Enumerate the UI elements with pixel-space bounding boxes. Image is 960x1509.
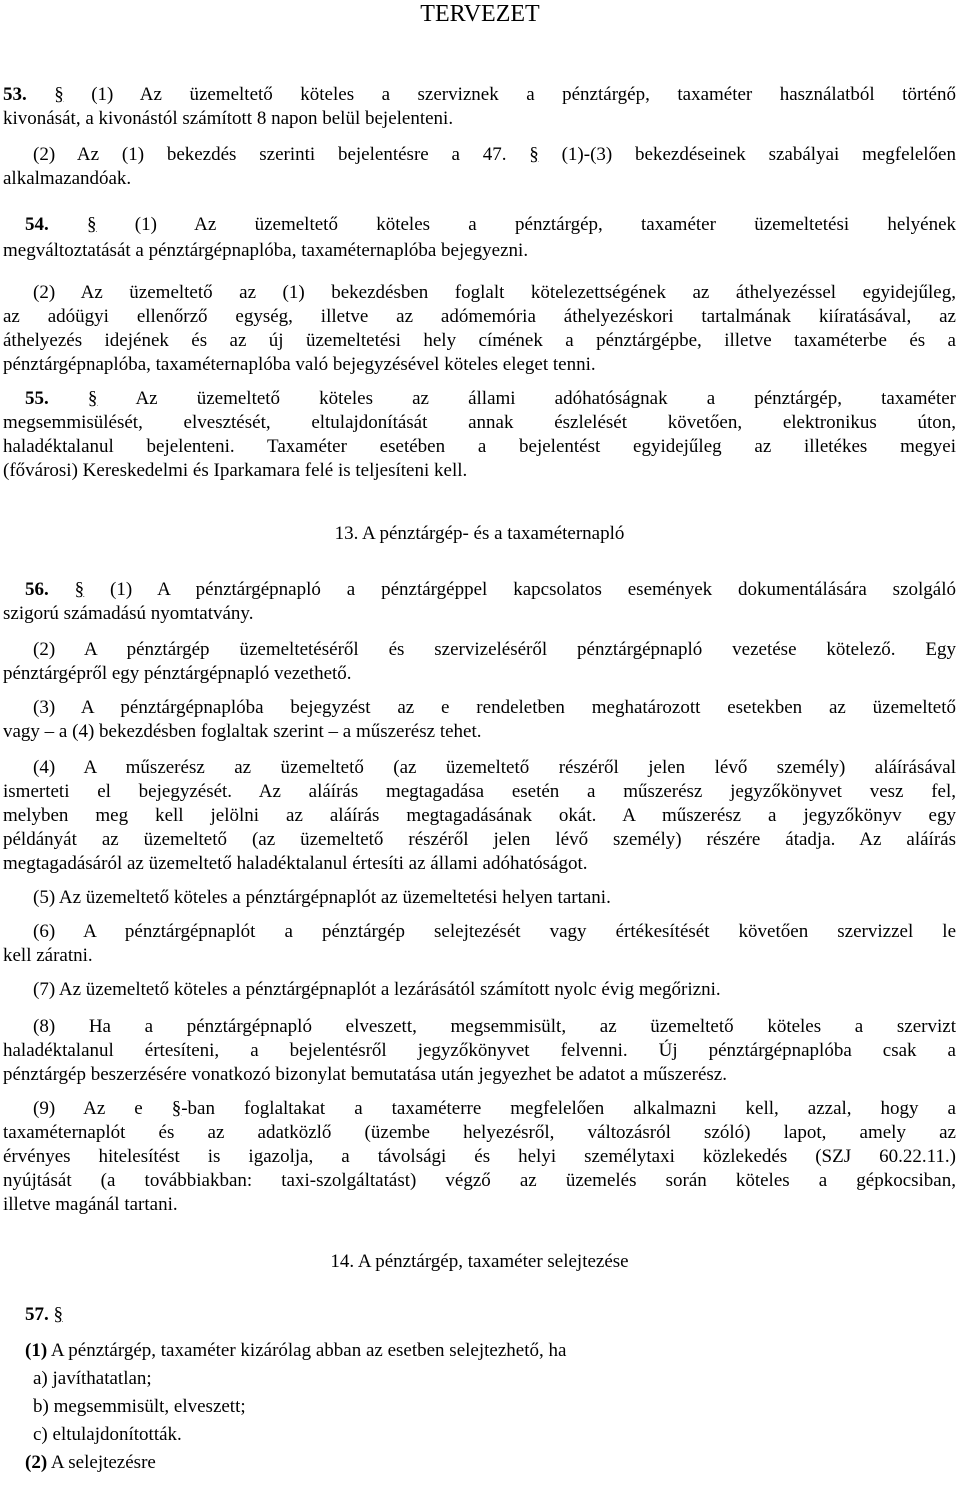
section-sign: § [87,214,97,235]
text-line [3,460,956,482]
text-line [3,412,956,434]
line-text: (3) A pénztárgépnaplóba bejegyzést az e rendeletben meghatározott esetekben az üzemeltető [33,697,956,718]
line-text [27,84,54,105]
text-line [3,1424,956,1446]
text-line [3,781,956,803]
line-text: (6) A pénztárgépnaplót a pénztárgép selejtezését vagy értékesítését követően szervizzel le [33,921,956,942]
line-text: szigorú számadású nyomtatvány. [3,603,254,624]
line-text: kivonását, a kivonástól számított 8 napon belül bejelenteni. [3,108,454,129]
text-line [3,979,956,1001]
document-title: TERVEZET [420,1,540,27]
text-line [3,168,956,190]
line-text: taxaméternaplót és az adatközlő (üzembe helyezésről, változásról szóló) lapot, amely az [3,1122,956,1143]
text-line [3,282,956,304]
line-text: ismerteti el bejegyzését. Az aláírás megtagadása esetén a műszerész jegyzőkönyvet vesz fel, [3,781,956,802]
paragraph-number: 56. [25,579,49,600]
line-text: példányát az üzemeltető (az üzemeltető részéről jelen lévő személy) részére átadja. Az aláírás [3,829,956,850]
text-line [3,1304,956,1326]
line-text: -ban foglaltakat a taxaméterre megfelelően alkalmazni kell, azzal, hogy a [181,1098,956,1119]
line-text: illetve magánál tartani. [3,1194,178,1215]
text-line [3,1064,956,1086]
line-text: az adóügyi ellenőrző egység, illetve az adómemória áthelyezéskori tartalmának kiíratásával, az [3,306,956,327]
text-line [3,354,956,376]
line-text: (5) Az üzemeltető köteles a pénztárgépnaplót az üzemeltetési helyen tartani. [33,887,611,908]
text-line [3,1040,956,1062]
paragraph-number: 53. [3,84,27,105]
section-sign: § [171,1098,182,1119]
line-text: (4) A műszerész az üzemeltető (az üzemeltető részéről jelen lévő személy) aláírásával [33,757,956,778]
paragraph-number: (1) [25,1340,48,1361]
line-text: pénztárgép beszerzésére vonatkozó bizonylat bemutatása után jegyezhet be adatot a műszerész. [3,1064,727,1085]
text-line [3,388,956,410]
line-text: 13. A pénztárgép- és a taxaméternapló [334,523,625,544]
line-text: A selejtezésre [47,1452,156,1473]
line-text: pénztárgépnaplóba, taxaméternaplóba való bejegyzésével köteles eleget tenni. [3,354,596,375]
line-text: haladéktalanul bejelenteni. Taxaméter esetében a bejelentést egyidejűleg az illetékes megyei [3,436,956,457]
text-line [3,240,956,262]
text-line [3,436,956,458]
section-sign: § [87,388,98,409]
text-line [3,579,956,601]
section-sign: § [54,84,64,105]
line-text: (1) A pénztárgépnapló a pénztárgéppel kapcsolatos események dokumentálására szolgáló [84,579,957,600]
line-text: melyben meg kell jelölni az aláírás megtagadásának okát. A műszerész a jegyzőkönyv egy [3,805,956,826]
line-text: A pénztárgép, taxaméter kizárólag abban az esetben selejtezhető, ha [47,1340,567,1361]
line-text: érvényes hitelesítést is igazolja, a távolsági és helyi személytaxi közlekedés (SZJ 60.22.11.) [3,1146,956,1167]
text-line [3,1098,956,1120]
text-line [3,639,956,661]
text-line [3,1146,956,1168]
line-text [49,388,88,409]
line-text: (9) Az e [33,1098,172,1119]
section-sign: § [53,1304,63,1325]
line-text: a) javíthatatlan; [33,1368,152,1389]
line-text: (2) Az (1) bekezdés szerinti bejelentésre a 47. [33,144,530,165]
text-line [3,853,956,875]
line-text: b) megsemmisült, elveszett; [33,1396,246,1417]
line-text: vagy – a (4) bekezdésben foglaltak szerint – a műszerész tehet. [3,721,482,742]
text-line [3,1340,956,1362]
text-line [3,144,956,166]
text-line [3,1194,956,1216]
line-text: (fővárosi) Kereskedelmi és Iparkamara felé is teljesíteni kell. [3,460,468,481]
text-line [3,84,956,106]
paragraph-number: 54. [25,214,49,235]
line-text: (8) Ha a pénztárgépnapló elveszett, megsemmisült, az üzemeltető köteles a szervizt [33,1016,956,1037]
text-line [3,697,956,719]
text-line [3,721,956,743]
paragraph-number: 57. [25,1304,49,1325]
line-text: (1)-(3) bekezdéseinek szabályai megfelelően [538,144,956,165]
paragraph-number: (2) [25,1452,48,1473]
line-text: megtagadásáról az üzemeltető haladéktalanul értesíti az állami adóhatóságot. [3,853,588,874]
line-text: haladéktalanul értesíteni, a bejelentésről jegyzőkönyvet felvenni. Új pénztárgépnaplóba csak a [3,1040,956,1061]
text-line [3,330,956,352]
line-text: (2) Az üzemeltető az (1) bekezdésben foglalt kötelezettségének az áthelyezéssel egyidejűleg, [33,282,956,303]
text-line [3,1452,956,1474]
text-line [3,757,956,779]
text-line [3,1016,956,1038]
text-line [3,945,956,967]
line-text: (1) Az üzemeltető köteles a pénztárgép, taxaméter üzemeltetési helyének [96,214,956,235]
text-line [3,306,956,328]
paragraph-number: 55. [25,388,49,409]
line-text: (1) Az üzemeltető köteles a szerviznek a pénztárgép, taxaméter használatból történő [63,84,956,105]
text-line [3,1170,956,1192]
section-sign: § [529,144,539,165]
line-text: (2) A pénztárgép üzemeltetéséről és szervizeléséről pénztárgépnapló vezetése kötelező. Egy [33,639,956,660]
line-text: áthelyezés idejének és az új üzemeltetési hely címének a pénztárgépbe, illetve taxaméterbe és a [3,330,956,351]
text-line [3,829,956,851]
line-text: (7) Az üzemeltető köteles a pénztárgépnaplót a lezárásától számított nyolc évig megőrizni. [33,979,721,1000]
line-text: 14. A pénztárgép, taxaméter selejtezése [330,1251,629,1272]
section-heading [3,1251,956,1273]
line-text: pénztárgépről egy pénztárgépnapló vezethető. [3,663,352,684]
line-text: Az üzemeltető köteles az állami adóhatóságnak a pénztárgép, taxaméter [97,388,957,409]
line-text: alkalmazandóak. [3,168,132,189]
text-line [3,108,956,130]
text-line [3,214,956,236]
line-text: nyújtását (a továbbiakban: taxi-szolgáltatást) végző az üzemelés során köteles a gépkocsiban, [3,1170,956,1191]
text-line [3,887,956,909]
line-text [49,214,87,235]
text-line [3,805,956,827]
line-text: megváltoztatását a pénztárgépnaplóba, taxaméternaplóba bejegyezni. [3,240,529,261]
line-text: c) eltulajdonították. [33,1424,182,1445]
line-text: kell záratni. [3,945,93,966]
section-heading [3,523,956,545]
text-line [3,1396,956,1418]
text-line [3,1368,956,1390]
section-sign: § [74,579,85,600]
text-line [3,603,956,625]
line-text: megsemmisülését, elvesztését, eltulajdonítását annak észlelését követően, elektronikus úton, [3,412,956,433]
text-line [3,921,956,943]
text-line [3,663,956,685]
line-text [49,579,75,600]
text-line [3,1122,956,1144]
